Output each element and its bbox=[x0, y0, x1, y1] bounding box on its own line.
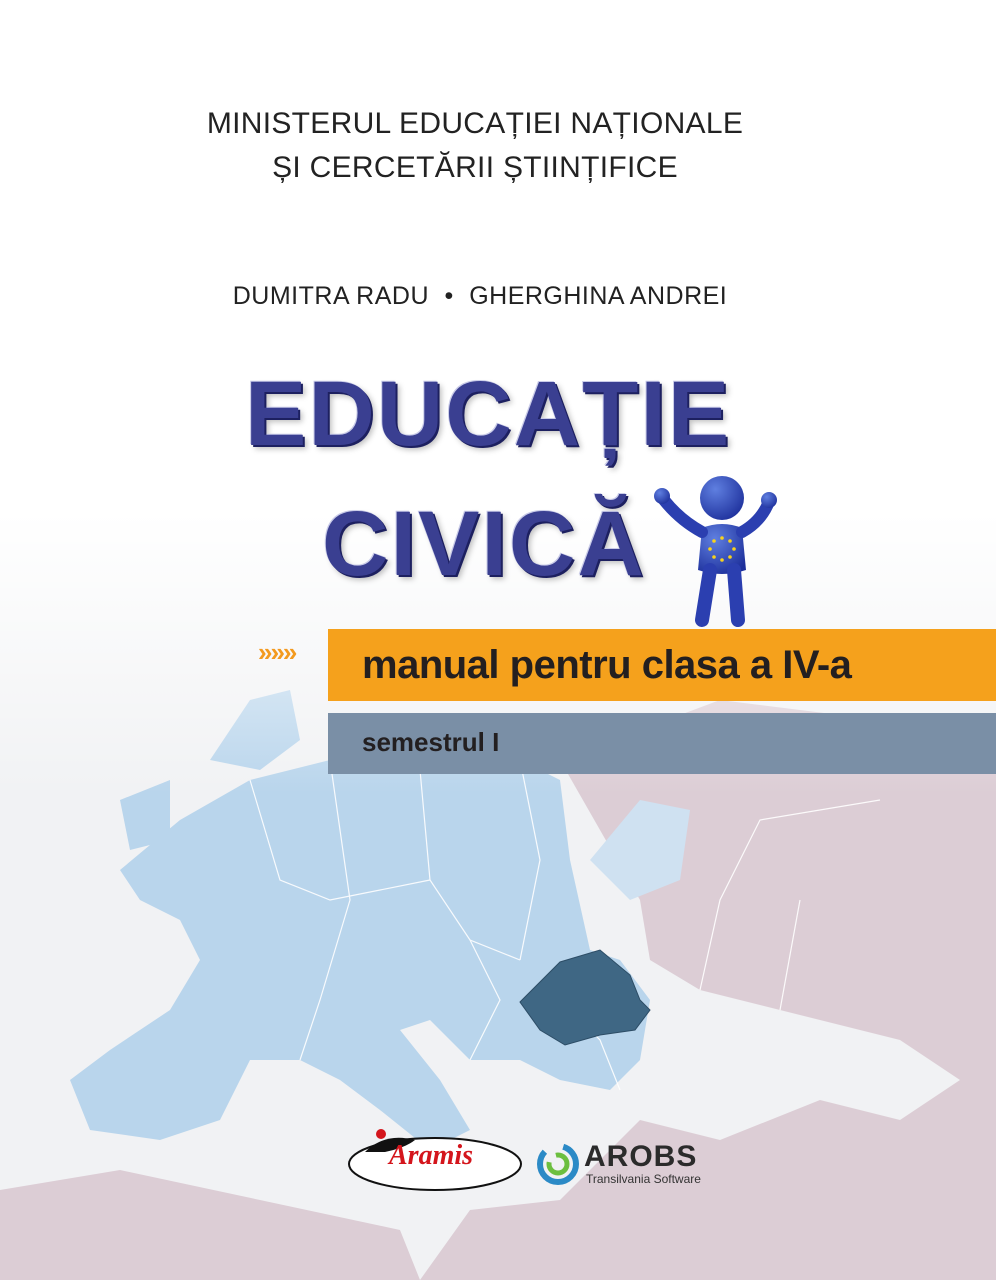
chevrons-icon: »»» bbox=[258, 637, 296, 667]
aramis-logo bbox=[345, 1122, 525, 1192]
arobs-name: AROBS bbox=[584, 1140, 698, 1173]
arobs-swirl-icon bbox=[536, 1142, 580, 1186]
author-2: GHERGHINA ANDREI bbox=[469, 282, 728, 310]
semester-band bbox=[328, 713, 996, 774]
ministry-line-2: ȘI CERCETĂRII ȘTIINȚIFICE bbox=[272, 151, 678, 184]
arobs-logo bbox=[536, 1140, 726, 1190]
arobs-tagline: Transilvania Software bbox=[586, 1172, 701, 1186]
author-1: DUMITRA RADU bbox=[232, 282, 430, 310]
blue-figure-icon bbox=[650, 470, 780, 635]
semester-label: semestrul I bbox=[362, 727, 500, 757]
manual-band bbox=[328, 629, 996, 701]
ministry-line-1: MINISTERUL EDUCAȚIEI NAȚIONALE bbox=[206, 107, 744, 140]
title-line-2: CIVICĂ bbox=[322, 493, 646, 595]
title-line-1: EDUCAȚIE bbox=[245, 363, 732, 465]
ministry-heading bbox=[150, 102, 800, 190]
manual-label: manual pentru clasa a IV-a bbox=[362, 643, 852, 687]
author-separator: • bbox=[444, 282, 454, 310]
aramis-name: Aramis bbox=[389, 1140, 474, 1171]
authors bbox=[150, 282, 810, 311]
